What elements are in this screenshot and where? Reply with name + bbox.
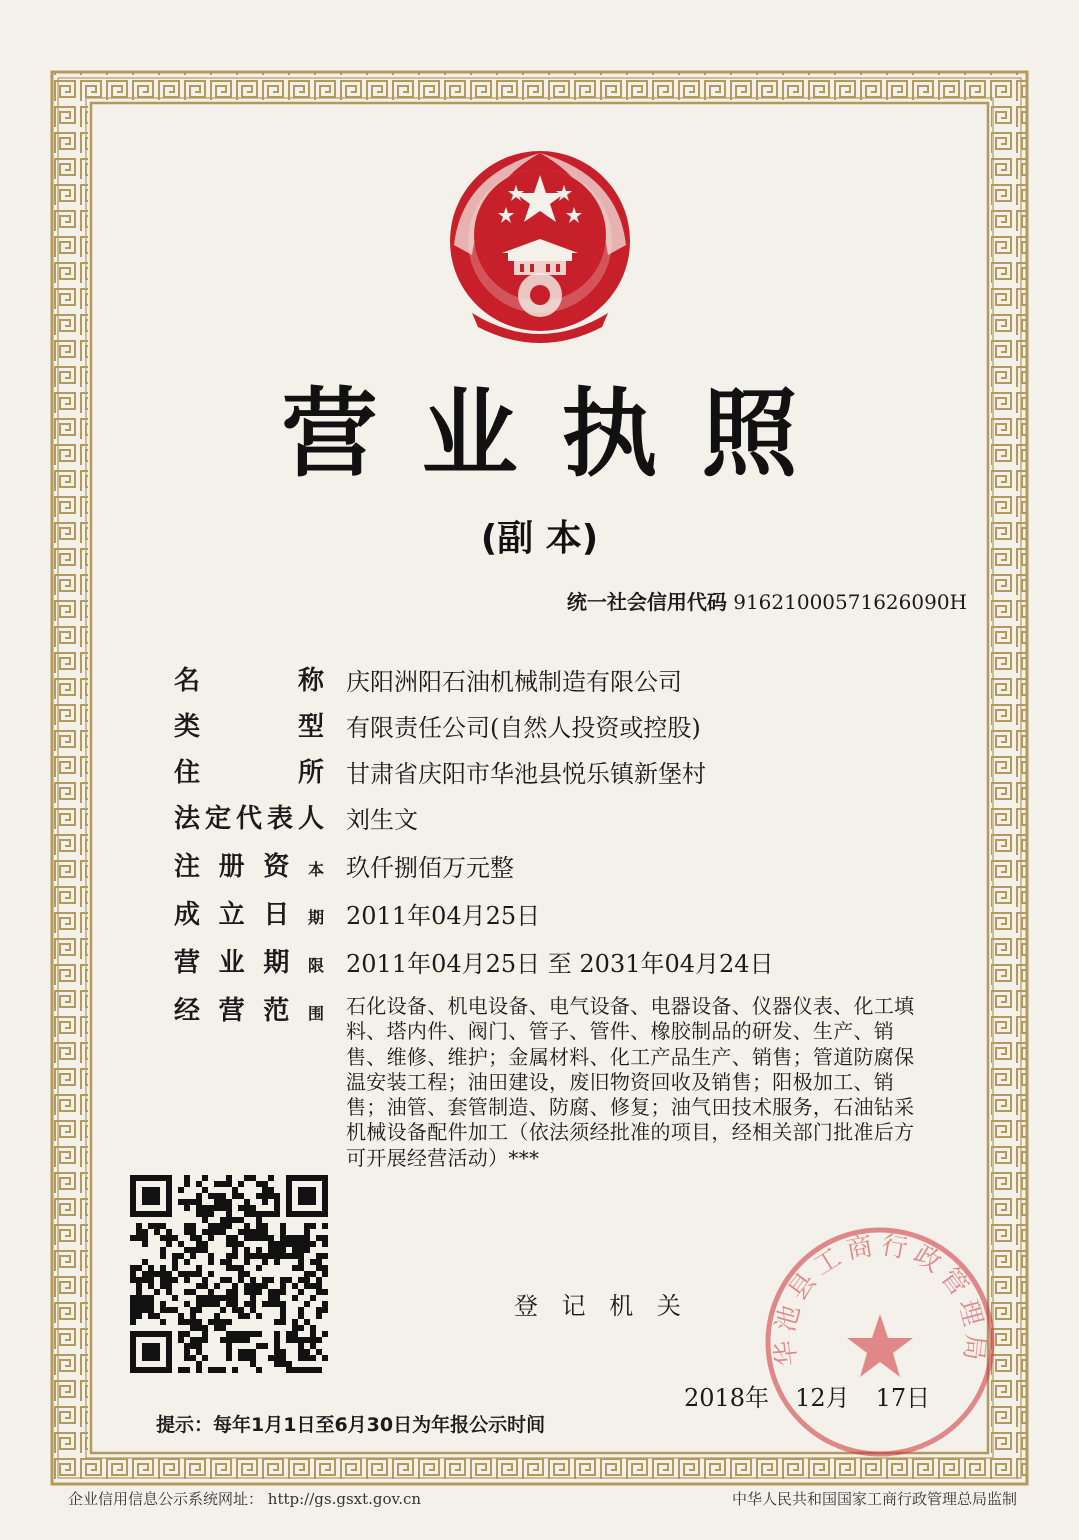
field-value-term: 2011年04月25日 至 2031年04月24日 bbox=[346, 950, 774, 978]
document-subtitle: (副 本) bbox=[480, 518, 599, 559]
field-value-legal-rep: 刘生文 bbox=[346, 806, 418, 834]
date-month: 12 bbox=[795, 1384, 826, 1412]
field-label-scope: 经 营 范 围 bbox=[174, 996, 324, 1026]
field-label-name: 名 称 bbox=[174, 666, 324, 696]
field-value-address: 甘肃省庆阳市华池县悦乐镇新堡村 bbox=[346, 760, 706, 788]
document-title: 营业执照 bbox=[281, 378, 842, 490]
national-emblem-icon bbox=[442, 145, 638, 347]
field-label-term: 营 业 期 限 bbox=[174, 948, 324, 978]
credit-code-value: 91621000571626090H bbox=[733, 590, 967, 614]
official-seal-icon bbox=[760, 1222, 1000, 1462]
date-year: 2018 bbox=[684, 1384, 746, 1412]
field-value-type: 有限责任公司(自然人投资或控股) bbox=[346, 714, 701, 742]
registration-date: 2018年 12月 17日 bbox=[684, 1384, 931, 1412]
field-label-capital: 注 册 资 本 bbox=[174, 852, 324, 882]
annual-report-tip: 提示：每年1月1日至6月30日为年报公示时间 bbox=[156, 1414, 546, 1436]
footer-website bbox=[68, 1488, 421, 1509]
website-label: 企业信用信息公示系统网址： bbox=[68, 1490, 264, 1508]
field-label-type: 类 型 bbox=[174, 712, 324, 742]
field-label-legal-rep: 法 定 代 表 人 bbox=[174, 804, 324, 834]
field-label-address: 住 所 bbox=[174, 758, 324, 788]
field-value-established: 2011年04月25日 bbox=[346, 902, 541, 930]
field-label-established: 成 立 日 期 bbox=[174, 900, 324, 930]
credit-code bbox=[567, 586, 967, 615]
field-value-name: 庆阳洲阳石油机械制造有限公司 bbox=[346, 668, 682, 696]
credit-code-label: 统一社会信用代码 bbox=[566, 590, 727, 614]
qr-code-icon[interactable] bbox=[130, 1175, 328, 1373]
date-day: 17 bbox=[875, 1384, 907, 1412]
field-value-scope: 石化设备、机电设备、电气设备、电器设备、仪器仪表、化工填料、塔内件、阀门、管子、管件、橡胶制品的研发、生产、销售、维修、维护；金属材料、化工产品生产、销售；管道防腐保温安装工程；油田建设，废旧物资回收及销售；阳极加工、销售；油管、套管制造、防腐、修复；油气田技术服务，石油钻采机械设备配件加工（依法须经批准的项目，经相关部门批准后方可开展经营活动）*** bbox=[346, 994, 915, 1170]
footer-supervisor: 中华人民共和国国家工商行政管理总局监制 bbox=[731, 1490, 1017, 1508]
website-link[interactable]: http://gs.gsxt.gov.cn bbox=[267, 1490, 422, 1508]
seal-text: 华池县工商行政管理局 bbox=[769, 1230, 991, 1368]
registration-authority-label: 登 记 机 关 bbox=[514, 1292, 689, 1320]
field-value-capital: 玖仟捌佰万元整 bbox=[346, 854, 514, 882]
